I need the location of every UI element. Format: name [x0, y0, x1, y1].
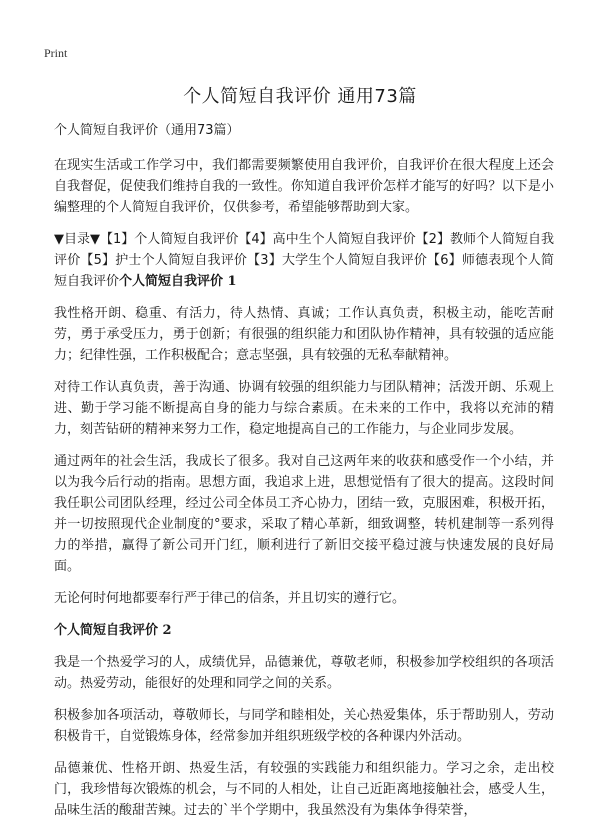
paragraph: 我是一个热爱学习的人，成绩优异，品德兼优，尊敬老师，积极参加学校组织的各项活动。热爱劳动，能很好的处理和同学之间的关系。	[54, 655, 554, 691]
paragraph: 无论何时何地都要奉行严于律己的信条，并且切实的遵行它。	[54, 591, 406, 606]
intro-paragraph: 在现实生活或工作学习中，我们都需要频繁使用自我评价，自我评价在很大程度上还会自我督促，促使我们维持自我的一致性。你知道自我评价怎样才能写的好吗？以下是小编整理的个人简短自我评价，仅供参考，希望能够帮助到大家。	[54, 158, 554, 215]
toc-links[interactable]: ▼目录▼【1】个人简短自我评价【4】高中生个人简短自我评价【2】教师个人简短自我评价【5】护士个人简短自我评价【3】大学生个人简短自我评价【6】师德表现个人简短自我评价	[54, 232, 554, 289]
paragraph: 我性格开朗、稳重、有活力，待人热情、真诚；工作认真负责，积极主动，能吃苦耐劳，勇于承受压力，勇于创新；有很强的组织能力和团队协作精神，具有较强的适应能力；纪律性强，工作积极配合；意志坚强，具有较强的无私奉献精神。	[54, 306, 554, 363]
paragraph: 通过两年的社会生活，我成长了很多。我对自己这两年来的收获和感受作一个小结，并以为我今后行动的指南。思想方面，我追求上进，思想觉悟有了很大的提高。这段时间我任职公司团队经理，经过公司全体员工齐心协力，团结一致，克服困难，积极开拓，并一切按照现代企业制度的°要求，采取了精心革新，细致调整，转机建制等一系列得力的举措，赢得了新公司开门红，顺利进行了新旧交接平稳过渡与快速发展的良好局面。	[54, 454, 554, 574]
document-body	[54, 120, 554, 828]
paragraph: 积极参加各项活动，尊敬师长，与同学和睦相处，关心热爱集体，乐于帮助别人，劳动积极肯干，自觉锻炼身体，经常参加并组织班级学校的各种课内外活动。	[54, 708, 554, 744]
paragraph: 品德兼优、性格开朗、热爱生活，有较强的实践能力和组织能力。学习之余，走出校门，我珍惜每次锻炼的机会，与不同的人相处，让自己近距离地接触社会，感受人生，品味生活的酸甜苦辣。过去的`半个学期中，我虽然没有为集体争得荣誉，	[54, 761, 554, 818]
paragraph: 对待工作认真负责，善于沟通、协调有较强的组织能力与团队精神；活泼开朗、乐观上进、勤于学习能不断提高自身的能力与综合素质。在未来的工作中，我将以充沛的精力，刻苦钻研的精神来努力工作，稳定地提高自己的工作能力，与企业同步发展。	[54, 380, 554, 437]
table-of-contents	[54, 229, 554, 292]
print-label[interactable]: Print	[44, 46, 68, 60]
section-heading-1: 个人简短自我评价 1	[119, 274, 237, 289]
section-heading-2: 个人简短自我评价 2	[54, 623, 172, 638]
page-title: 个人简短自我评价 通用73篇	[183, 86, 417, 107]
document-subtitle: 个人简短自我评价（通用73篇）	[54, 123, 240, 138]
